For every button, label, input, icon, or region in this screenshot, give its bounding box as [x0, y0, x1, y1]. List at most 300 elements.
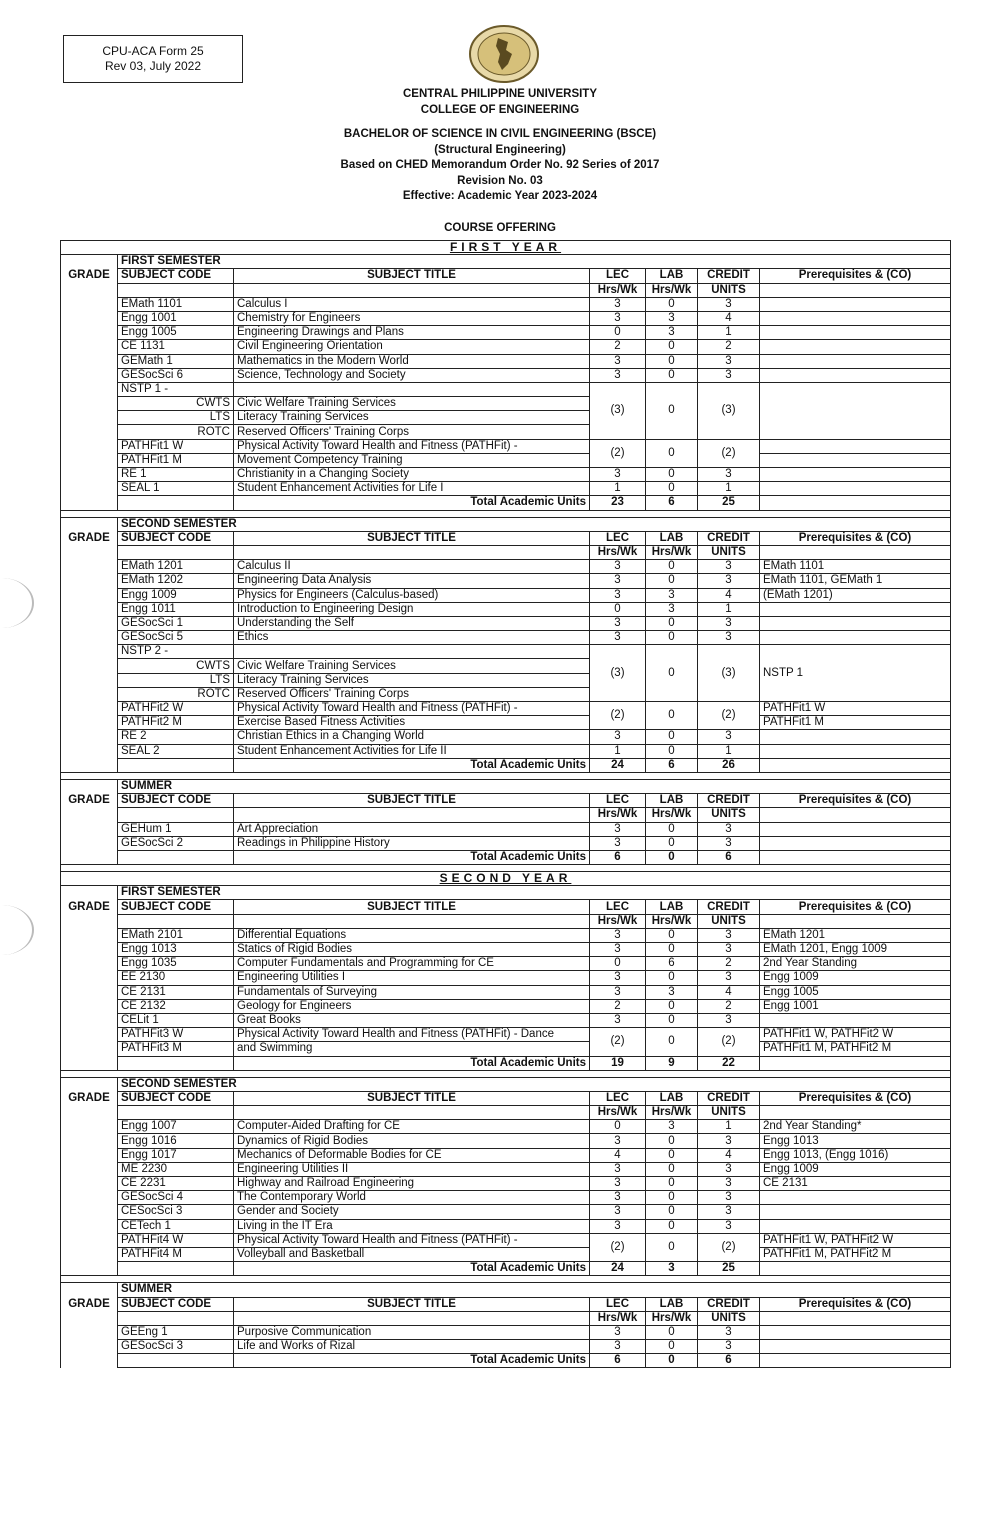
- course-row: [61, 482, 951, 496]
- semester-heading-row: [61, 1077, 951, 1091]
- credit-units: 2: [698, 957, 760, 971]
- lec-hours: 3: [590, 1325, 646, 1339]
- semester-heading-row: [61, 779, 951, 793]
- grade-cell: [61, 560, 118, 574]
- year-heading: SECOND YEAR: [61, 872, 951, 886]
- blank-cell: [760, 283, 951, 297]
- blank-cell: [234, 283, 590, 297]
- grade-cell: [61, 311, 118, 325]
- total-credit: 25: [698, 496, 760, 510]
- subject-code: PATHFit3 M: [118, 1042, 234, 1056]
- subject-title: Mathematics in the Modern World: [234, 354, 590, 368]
- subject-title: Mechanics of Deformable Bodies for CE: [234, 1148, 590, 1162]
- prerequisites-header: Prerequisites & (CO): [760, 1091, 951, 1105]
- program-header: [0, 127, 1000, 205]
- credit-units: 3: [698, 836, 760, 850]
- subject-title: and Swimming: [234, 1042, 590, 1056]
- course-offering-table: [60, 240, 951, 1368]
- subject-title: Dynamics of Rigid Bodies: [234, 1134, 590, 1148]
- credit-units: 1: [698, 1120, 760, 1134]
- blank-cell: [760, 545, 951, 559]
- total-lab: 9: [646, 1056, 698, 1070]
- year-heading-row: [61, 241, 951, 255]
- column-header-row: [61, 900, 951, 914]
- lec-hours: 3: [590, 631, 646, 645]
- lec-hours: 3: [590, 468, 646, 482]
- grade-cell: [61, 283, 118, 297]
- lec-subheader: Hrs/Wk: [590, 914, 646, 928]
- subject-code: PATHFit2 M: [118, 716, 234, 730]
- credit-units: 3: [698, 616, 760, 630]
- program-name: BACHELOR OF SCIENCE IN CIVIL ENGINEERING (BSCE): [343, 128, 657, 140]
- spacer-cell: [61, 1276, 951, 1283]
- total-label: Total Academic Units: [234, 1354, 590, 1368]
- blank-cell: [118, 1106, 234, 1120]
- grade-cell: [61, 1205, 118, 1219]
- subject-code: EMath 1201: [118, 560, 234, 574]
- prerequisites: 2nd Year Standing: [760, 957, 951, 971]
- blank-cell: [118, 808, 234, 822]
- prerequisites: CE 2131: [760, 1177, 951, 1191]
- total-credit: 25: [698, 1262, 760, 1276]
- course-row: [61, 574, 951, 588]
- pathfit-row: [61, 1028, 951, 1042]
- credit-header: CREDIT: [698, 269, 760, 283]
- credit-header: CREDIT: [698, 1091, 760, 1105]
- total-row: [61, 1056, 951, 1070]
- subject-title: Gender and Society: [234, 1205, 590, 1219]
- prerequisites: PATHFit1 W, PATHFit2 W: [760, 1233, 951, 1247]
- course-row: [61, 1134, 951, 1148]
- prerequisites: PATHFit1 M, PATHFit2 M: [760, 1042, 951, 1056]
- subject-code-header: SUBJECT CODE: [118, 1091, 234, 1105]
- credit-units: 3: [698, 943, 760, 957]
- lab-hours: 3: [646, 326, 698, 340]
- grade-cell: [61, 602, 118, 616]
- prerequisites: 2nd Year Standing*: [760, 1120, 951, 1134]
- course-row: [61, 730, 951, 744]
- subject-title: Fundamentals of Surveying: [234, 985, 590, 999]
- subject-title: Movement Competency Training: [234, 453, 590, 467]
- year-heading: FIRST YEAR: [61, 241, 951, 255]
- prerequisites: [760, 616, 951, 630]
- course-row: [61, 340, 951, 354]
- subject-title: Great Books: [234, 1013, 590, 1027]
- lec-subheader: Hrs/Wk: [590, 1311, 646, 1325]
- grade-cell: [61, 382, 118, 439]
- course-row: [61, 560, 951, 574]
- credit-units: 3: [698, 1325, 760, 1339]
- lec-hours: (2): [590, 1028, 646, 1056]
- blank-cell: [118, 758, 234, 772]
- credit-units: (2): [698, 439, 760, 467]
- prerequisites: Engg 1001: [760, 999, 951, 1013]
- course-row: [61, 326, 951, 340]
- prerequisites: [760, 1205, 951, 1219]
- lab-hours: 0: [646, 1177, 698, 1191]
- course-offering-title: COURSE OFFERING: [444, 222, 556, 234]
- grade-cell: [61, 1134, 118, 1148]
- spacer-row: [61, 1276, 951, 1283]
- column-header-row: [61, 531, 951, 545]
- total-row: [61, 758, 951, 772]
- subject-code: GEHum 1: [118, 822, 234, 836]
- subject-title: Student Enhancement Activities for Life I: [234, 482, 590, 496]
- prerequisites: Engg 1013, (Engg 1016): [760, 1148, 951, 1162]
- spacer-cell: [61, 772, 951, 779]
- subject-title: Civil Engineering Orientation: [234, 340, 590, 354]
- course-row: [61, 468, 951, 482]
- lab-hours: 0: [646, 1162, 698, 1176]
- subject-code-header: SUBJECT CODE: [118, 900, 234, 914]
- pathfit-row: [61, 439, 951, 453]
- prerequisites: [760, 631, 951, 645]
- nstp-component-title: Reserved Officers' Training Corps: [234, 425, 590, 439]
- column-subheader-row: [61, 545, 951, 559]
- section-title: [0, 221, 1000, 237]
- prerequisites: Engg 1009: [760, 1162, 951, 1176]
- grade-cell: [61, 730, 118, 744]
- subject-title: Highway and Railroad Engineering: [234, 1177, 590, 1191]
- course-row: [61, 999, 951, 1013]
- form-number: CPU-ACA Form 25: [102, 44, 204, 58]
- prerequisites: [760, 822, 951, 836]
- subject-code: GEMath 1: [118, 354, 234, 368]
- total-lec: 23: [590, 496, 646, 510]
- subject-title: Living in the IT Era: [234, 1219, 590, 1233]
- subject-title: Engineering Utilities I: [234, 971, 590, 985]
- subject-code: GESocSci 6: [118, 368, 234, 382]
- credit-units: 3: [698, 574, 760, 588]
- form-revision: Rev 03, July 2022: [104, 59, 202, 73]
- lec-hours: 3: [590, 836, 646, 850]
- lab-hours: 3: [646, 1120, 698, 1134]
- lab-hours: 0: [646, 1205, 698, 1219]
- subject-code: PATHFit4 W: [118, 1233, 234, 1247]
- credit-units: 4: [698, 985, 760, 999]
- subject-title: Engineering Data Analysis: [234, 574, 590, 588]
- subject-title: Engineering Drawings and Plans: [234, 326, 590, 340]
- course-row: [61, 1162, 951, 1176]
- lab-hours: 0: [646, 1028, 698, 1056]
- total-credit: 6: [698, 1354, 760, 1368]
- lec-hours: (3): [590, 645, 646, 702]
- column-subheader-row: [61, 1311, 951, 1325]
- subject-code: ME 2230: [118, 1162, 234, 1176]
- credit-header: CREDIT: [698, 900, 760, 914]
- prerequisites: [760, 1013, 951, 1027]
- grade-cell: [61, 1056, 118, 1070]
- grade-cell: [61, 1283, 118, 1297]
- lec-hours: 3: [590, 822, 646, 836]
- blank-cell: [760, 1354, 951, 1368]
- lec-hours: 0: [590, 326, 646, 340]
- grade-cell: [61, 914, 118, 928]
- grade-cell: [61, 468, 118, 482]
- punch-hole: [0, 578, 34, 628]
- subject-code: SEAL 2: [118, 744, 234, 758]
- subject-title: The Contemporary World: [234, 1191, 590, 1205]
- blank-cell: [118, 1262, 234, 1276]
- total-label: Total Academic Units: [234, 850, 590, 864]
- lab-hours: 0: [646, 744, 698, 758]
- blank-cell: [118, 1056, 234, 1070]
- grade-cell: [61, 779, 118, 793]
- subject-code: Engg 1005: [118, 326, 234, 340]
- course-row: [61, 744, 951, 758]
- grade-cell: [61, 354, 118, 368]
- course-row: [61, 631, 951, 645]
- credit-units: 1: [698, 602, 760, 616]
- semester-heading-row: [61, 886, 951, 900]
- lec-hours: 3: [590, 730, 646, 744]
- blank-cell: [118, 914, 234, 928]
- credit-units: 3: [698, 1340, 760, 1354]
- lab-hours: 0: [646, 730, 698, 744]
- lab-hours: 0: [646, 1325, 698, 1339]
- subject-title: Computer-Aided Drafting for CE: [234, 1120, 590, 1134]
- grade-cell: [61, 496, 118, 510]
- grade-cell: [61, 1120, 118, 1134]
- semester-heading: FIRST SEMESTER: [118, 255, 951, 269]
- semester-heading: SECOND SEMESTER: [118, 517, 951, 531]
- grade-cell: [61, 545, 118, 559]
- credit-units: (2): [698, 702, 760, 730]
- nstp-component-code: CWTS: [118, 397, 234, 411]
- lab-header: LAB: [646, 794, 698, 808]
- grade-cell: [61, 631, 118, 645]
- course-row: [61, 311, 951, 325]
- lec-hours: (2): [590, 439, 646, 467]
- column-subheader-row: [61, 283, 951, 297]
- course-row: [61, 1340, 951, 1354]
- grade-cell: [61, 999, 118, 1013]
- lec-hours: 3: [590, 1013, 646, 1027]
- lec-hours: 1: [590, 482, 646, 496]
- blank-cell: [760, 914, 951, 928]
- credit-units: 3: [698, 1191, 760, 1205]
- prerequisites: PATHFit1 M, PATHFit2 M: [760, 1247, 951, 1261]
- lab-hours: 3: [646, 602, 698, 616]
- grade-cell: [61, 616, 118, 630]
- credit-units: 3: [698, 730, 760, 744]
- credit-units: 4: [698, 1148, 760, 1162]
- blank-cell: [760, 1262, 951, 1276]
- prerequisites: [760, 439, 951, 453]
- lab-hours: 0: [646, 482, 698, 496]
- course-row: [61, 1177, 951, 1191]
- subject-code: SEAL 1: [118, 482, 234, 496]
- lec-hours: 3: [590, 311, 646, 325]
- total-lab: 3: [646, 1262, 698, 1276]
- credit-units: 2: [698, 340, 760, 354]
- blank-cell: [760, 758, 951, 772]
- grade-cell: [61, 1354, 118, 1368]
- course-row: [61, 1205, 951, 1219]
- prerequisites: EMath 1101: [760, 560, 951, 574]
- prerequisites-header: Prerequisites & (CO): [760, 900, 951, 914]
- subject-code: Engg 1007: [118, 1120, 234, 1134]
- course-row: [61, 354, 951, 368]
- subject-title: Exercise Based Fitness Activities: [234, 716, 590, 730]
- university-name: CENTRAL PHILIPPINE UNIVERSITY: [402, 88, 598, 100]
- grade-cell: [61, 1106, 118, 1120]
- subject-code: PATHFit2 W: [118, 702, 234, 716]
- grade-header: GRADE: [61, 269, 118, 283]
- lec-header: LEC: [590, 900, 646, 914]
- lec-subheader: Hrs/Wk: [590, 545, 646, 559]
- course-row: [61, 836, 951, 850]
- subject-code-header: SUBJECT CODE: [118, 794, 234, 808]
- lec-hours: 3: [590, 1177, 646, 1191]
- nstp-component-title: Reserved Officers' Training Corps: [234, 687, 590, 701]
- grade-header: GRADE: [61, 794, 118, 808]
- subject-code: GESocSci 5: [118, 631, 234, 645]
- course-row: [61, 1219, 951, 1233]
- college-name: COLLEGE OF ENGINEERING: [420, 103, 580, 116]
- total-label: Total Academic Units: [234, 496, 590, 510]
- subject-title: Chemistry for Engineers: [234, 311, 590, 325]
- grade-cell: [61, 928, 118, 942]
- year-heading-row: [61, 872, 951, 886]
- total-row: [61, 496, 951, 510]
- nstp-component-code: ROTC: [118, 425, 234, 439]
- grade-cell: [61, 368, 118, 382]
- lec-hours: 3: [590, 1205, 646, 1219]
- course-row: [61, 943, 951, 957]
- subject-title: Computer Fundamentals and Programming for CE: [234, 957, 590, 971]
- total-lec: 24: [590, 758, 646, 772]
- subject-title-header: SUBJECT TITLE: [234, 1297, 590, 1311]
- lec-hours: 4: [590, 1148, 646, 1162]
- subject-code: Engg 1035: [118, 957, 234, 971]
- grade-cell: [61, 808, 118, 822]
- lab-hours: 0: [646, 382, 698, 439]
- spacer-cell: [61, 510, 951, 517]
- blank-cell: [760, 1056, 951, 1070]
- blank-cell: [760, 850, 951, 864]
- subject-code: NSTP 2 -: [118, 645, 234, 659]
- subject-title: Life and Works of Rizal: [234, 1340, 590, 1354]
- credit-units: (2): [698, 1233, 760, 1261]
- prerequisites-header: Prerequisites & (CO): [760, 269, 951, 283]
- lab-hours: 6: [646, 957, 698, 971]
- credit-units: 3: [698, 354, 760, 368]
- credit-units: (3): [698, 382, 760, 439]
- lab-hours: 3: [646, 311, 698, 325]
- subject-code: Engg 1001: [118, 311, 234, 325]
- total-lab: 0: [646, 850, 698, 864]
- semester-heading: SUMMER: [118, 1283, 951, 1297]
- lec-subheader: Hrs/Wk: [590, 283, 646, 297]
- subject-title: Physical Activity Toward Health and Fitness (PATHFit) - Dance: [234, 1028, 590, 1042]
- lab-hours: 0: [646, 1134, 698, 1148]
- credit-units: 1: [698, 482, 760, 496]
- credit-units: 1: [698, 744, 760, 758]
- subject-title: [234, 645, 590, 659]
- blank-cell: [760, 808, 951, 822]
- nstp-component-code: LTS: [118, 411, 234, 425]
- prerequisites: Engg 1009: [760, 971, 951, 985]
- credit-units: 1: [698, 326, 760, 340]
- grade-cell: [61, 1028, 118, 1056]
- lec-hours: 3: [590, 1219, 646, 1233]
- subject-title: Calculus II: [234, 560, 590, 574]
- lab-header: LAB: [646, 269, 698, 283]
- total-credit: 26: [698, 758, 760, 772]
- subject-code: EMath 2101: [118, 928, 234, 942]
- subject-title: Physical Activity Toward Health and Fitness (PATHFit) -: [234, 439, 590, 453]
- lab-hours: 0: [646, 297, 698, 311]
- credit-units: (3): [698, 645, 760, 702]
- grade-cell: [61, 482, 118, 496]
- credit-units: 3: [698, 1177, 760, 1191]
- lec-hours: 3: [590, 943, 646, 957]
- lec-hours: 0: [590, 1120, 646, 1134]
- prerequisites: PATHFit1 M: [760, 716, 951, 730]
- lab-header: LAB: [646, 531, 698, 545]
- lec-hours: (2): [590, 702, 646, 730]
- spacer-row: [61, 510, 951, 517]
- credit-subheader: UNITS: [698, 808, 760, 822]
- total-row: [61, 850, 951, 864]
- lab-hours: 0: [646, 822, 698, 836]
- subject-title: Volleyball and Basketball: [234, 1247, 590, 1261]
- lec-hours: 2: [590, 999, 646, 1013]
- grade-cell: [61, 517, 118, 531]
- nstp-component-title: Literacy Training Services: [234, 673, 590, 687]
- grade-cell: [61, 985, 118, 999]
- subject-title: Purposive Communication: [234, 1325, 590, 1339]
- university-seal-icon: [468, 24, 540, 84]
- total-credit: 22: [698, 1056, 760, 1070]
- prerequisites: Engg 1013: [760, 1134, 951, 1148]
- lec-header: LEC: [590, 794, 646, 808]
- credit-units: 3: [698, 1013, 760, 1027]
- grade-cell: [61, 297, 118, 311]
- form-number-box: [63, 35, 243, 83]
- credit-units: 4: [698, 311, 760, 325]
- lec-hours: 3: [590, 971, 646, 985]
- credit-header: CREDIT: [698, 531, 760, 545]
- lab-subheader: Hrs/Wk: [646, 283, 698, 297]
- prerequisites: [760, 1340, 951, 1354]
- credit-subheader: UNITS: [698, 1311, 760, 1325]
- prerequisites-header: Prerequisites & (CO): [760, 1297, 951, 1311]
- subject-code: CELit 1: [118, 1013, 234, 1027]
- lab-hours: 3: [646, 985, 698, 999]
- revision-number: Revision No. 03: [457, 174, 543, 187]
- subject-code: CETech 1: [118, 1219, 234, 1233]
- grade-cell: [61, 1177, 118, 1191]
- subject-code: Engg 1017: [118, 1148, 234, 1162]
- credit-units: 3: [698, 560, 760, 574]
- grade-cell: [61, 744, 118, 758]
- credit-units: 3: [698, 1134, 760, 1148]
- semester-heading: FIRST SEMESTER: [118, 886, 951, 900]
- subject-title-header: SUBJECT TITLE: [234, 900, 590, 914]
- grade-cell: [61, 1311, 118, 1325]
- prerequisites: [760, 311, 951, 325]
- lab-hours: 0: [646, 928, 698, 942]
- column-header-row: [61, 794, 951, 808]
- pathfit-row: [61, 702, 951, 716]
- prerequisites: [760, 468, 951, 482]
- subject-title: Physical Activity Toward Health and Fitness (PATHFit) -: [234, 702, 590, 716]
- lab-hours: 0: [646, 943, 698, 957]
- total-lab: 0: [646, 1354, 698, 1368]
- nstp-component-code: LTS: [118, 673, 234, 687]
